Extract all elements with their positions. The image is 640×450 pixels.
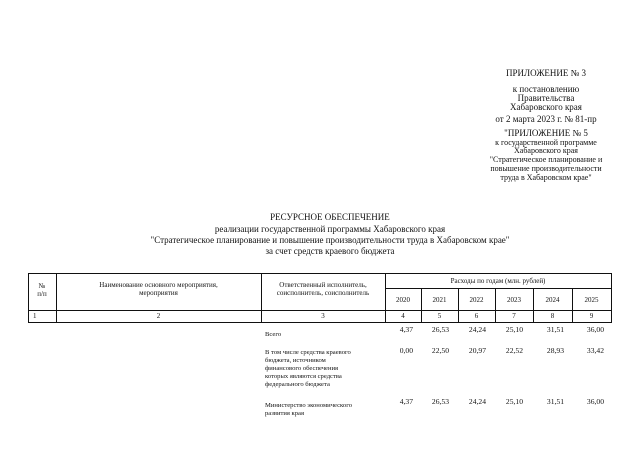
row-value: 25,10 (505, 325, 523, 334)
header-name-line1: Наименование основного мероприятия, (99, 281, 218, 289)
sub-appendix-to-program: к государственной программе (495, 138, 597, 147)
row-label: В том числе средства краевого (265, 349, 351, 356)
row-label: Министерство экономического (265, 402, 353, 409)
col-number: 3 (321, 312, 325, 320)
col-number: 4 (401, 312, 405, 320)
row-value: 4,37 (399, 325, 413, 334)
row-label: развития края (265, 410, 305, 417)
row-value: 4,37 (399, 397, 413, 406)
row-value: 36,00 (586, 325, 604, 334)
sub-appendix-region: Хабаровского края (514, 146, 578, 155)
col-number: 1 (33, 312, 37, 320)
document-subtitle-line2: "Стратегическое планирование и повышение производительности труда в Хабаровском крае" (150, 235, 510, 245)
header-resp-line2: соисполнитель, соисполнитель (276, 289, 370, 297)
header-year: 2020 (396, 296, 410, 304)
table-col-line (611, 273, 612, 322)
row-value: 26,53 (431, 397, 449, 406)
sub-appendix-program-line1: "Стратегическое планирование и (489, 155, 603, 164)
appendix-to-resolution: к постановлению (512, 84, 580, 94)
document-subtitle-line3: за счет средств краевого бюджета (265, 246, 395, 256)
col-number: 6 (474, 312, 479, 320)
col-number: 9 (589, 312, 594, 320)
header-year: 2023 (507, 296, 521, 304)
row-label: финансового обеспечения (265, 365, 339, 372)
col-number: 7 (512, 312, 516, 320)
table-header-divider (28, 310, 612, 311)
row-value: 22,50 (431, 346, 449, 355)
col-number: 8 (550, 312, 555, 320)
appendix-title: ПРИЛОЖЕНИЕ № 3 (505, 68, 587, 78)
header-expenses: Расходы по годам (млн. рублей) (450, 277, 546, 285)
row-value: 20,97 (468, 346, 486, 355)
header-year: 2022 (469, 296, 484, 304)
row-value: 33,42 (586, 346, 604, 355)
table-border-top (28, 273, 612, 274)
row-value: 24,24 (468, 397, 486, 406)
row-label: которых являются средства (265, 373, 342, 380)
sub-appendix-program-line3: труда в Хабаровском крае" (500, 173, 592, 182)
table-colnum-divider (28, 322, 612, 323)
table-years-divider (385, 288, 612, 289)
document-subtitle-line1: реализации государственной программы Хабаровского края (214, 224, 446, 234)
sub-appendix-program-line2: повышение производительности (490, 164, 602, 173)
appendix-government: Правительства (517, 93, 575, 103)
appendix-date-number: от 2 марта 2023 г. № 81-пр (495, 114, 597, 124)
row-label: бюджета, источником (265, 357, 326, 364)
row-value: 25,10 (505, 397, 523, 406)
header-year: 2025 (584, 296, 599, 304)
row-value: 22,52 (505, 346, 523, 355)
row-value: 28,93 (546, 346, 564, 355)
row-label: федерального бюджета (265, 381, 330, 388)
col-number: 5 (437, 312, 442, 320)
row-value: 26,53 (431, 325, 449, 334)
row-value: 31,51 (546, 325, 564, 334)
row-value: 31,51 (546, 397, 564, 406)
header-resp-line1: Ответственный исполнитель, (279, 281, 367, 289)
header-year: 2021 (432, 296, 447, 304)
document-title: РЕСУРСНОЕ ОБЕСПЕЧЕНИЕ (270, 212, 390, 222)
sub-appendix-title: "ПРИЛОЖЕНИЕ № 5 (504, 128, 588, 138)
col-number: 2 (156, 312, 161, 320)
row-value: 36,00 (586, 397, 604, 406)
header-no-line2: п/п (37, 290, 47, 298)
row-value: 0,00 (399, 346, 413, 355)
header-year: 2024 (545, 296, 560, 304)
header-name-line2: мероприятия (139, 289, 178, 297)
header-no-line1: № (38, 282, 46, 290)
row-label: Всего (265, 331, 282, 338)
row-value: 24,24 (468, 325, 486, 334)
appendix-region: Хабаровского края (510, 102, 582, 112)
